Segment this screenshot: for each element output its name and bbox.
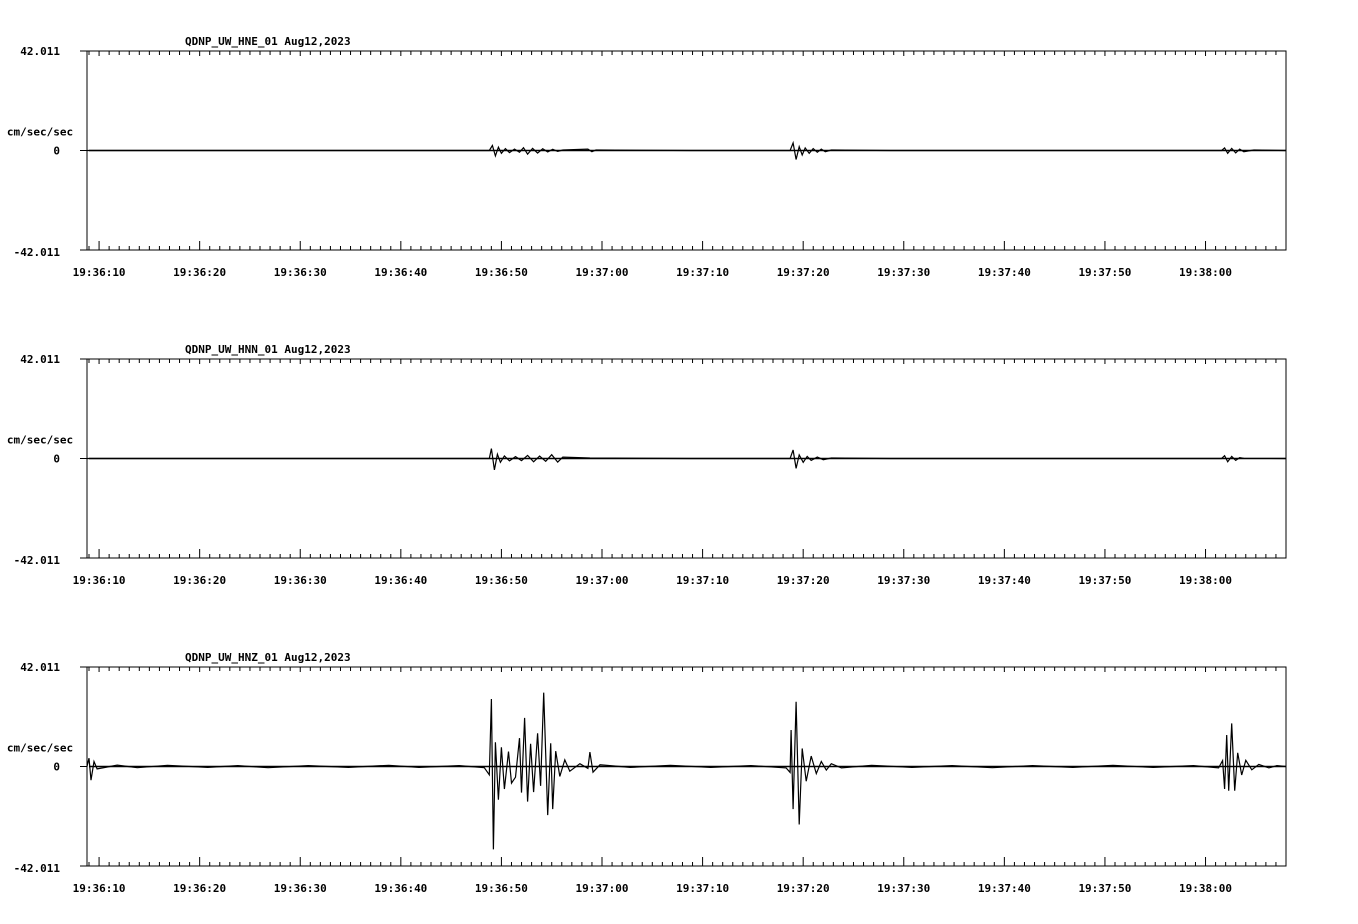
x-tick-label: 19:37:30: [877, 574, 931, 587]
x-tick-label: 19:38:00: [1179, 266, 1233, 279]
x-tick-label: 19:36:20: [173, 574, 227, 587]
x-tick-label: 19:36:50: [474, 574, 528, 587]
x-tick-label: 19:37:30: [877, 882, 931, 895]
y-axis-label: cm/sec/sec: [6, 125, 74, 139]
chart-title: QDNP_UW_HNN_01 Aug12,2023: [185, 343, 351, 356]
x-tick-label: 19:37:10: [676, 266, 730, 279]
y-tick-label: -42.011: [13, 246, 60, 259]
x-tick-label: 19:36:20: [173, 266, 227, 279]
x-tick-label: 19:37:20: [776, 266, 830, 279]
x-tick-label: 19:36:50: [474, 266, 528, 279]
x-tick-label: 19:38:00: [1179, 574, 1233, 587]
x-tick-label: 19:37:30: [877, 266, 931, 279]
x-tick-label: 19:37:50: [1078, 266, 1132, 279]
x-tick-label: 19:36:30: [273, 574, 327, 587]
y-tick-label: -42.011: [13, 862, 60, 875]
chart-title: QDNP_UW_HNZ_01 Aug12,2023: [185, 651, 351, 664]
x-tick-label: 19:36:40: [374, 574, 428, 587]
y-tick-label: 42.011: [20, 45, 60, 58]
y-tick-label: 0: [53, 144, 60, 158]
x-tick-label: 19:37:00: [575, 266, 629, 279]
x-tick-label: 19:37:20: [776, 882, 830, 895]
x-tick-label: 19:36:40: [374, 266, 428, 279]
x-tick-label: 19:37:40: [977, 882, 1031, 895]
y-axis-label: cm/sec/sec: [6, 741, 74, 755]
y-tick-label: 42.011: [20, 661, 60, 674]
x-tick-label: 19:38:00: [1179, 882, 1233, 895]
y-tick-label: -42.011: [13, 554, 60, 567]
x-tick-label: 19:36:20: [173, 882, 227, 895]
x-tick-label: 19:36:10: [72, 266, 126, 279]
y-tick-label: 42.011: [20, 353, 60, 366]
y-tick-label: 0: [53, 760, 60, 774]
x-tick-label: 19:37:20: [776, 574, 830, 587]
x-tick-label: 19:37:10: [676, 574, 730, 587]
x-tick-label: 19:37:40: [977, 574, 1031, 587]
x-tick-label: 19:36:10: [72, 882, 126, 895]
panel-2: [7, 343, 1286, 587]
panel-3: [7, 651, 1286, 895]
panel-1: [7, 35, 1286, 279]
x-tick-label: 19:37:10: [676, 882, 730, 895]
x-tick-label: 19:37:50: [1078, 574, 1132, 587]
x-tick-label: 19:36:10: [72, 574, 126, 587]
waveform-trace: [87, 693, 1286, 850]
x-tick-label: 19:36:40: [374, 882, 428, 895]
x-tick-label: 19:37:40: [977, 266, 1031, 279]
x-tick-label: 19:36:50: [474, 882, 528, 895]
x-tick-label: 19:37:00: [575, 882, 629, 895]
chart-title: QDNP_UW_HNE_01 Aug12,2023: [185, 35, 351, 48]
x-tick-label: 19:36:30: [273, 882, 327, 895]
y-tick-label: 0: [53, 452, 60, 466]
x-tick-label: 19:36:30: [273, 266, 327, 279]
x-tick-label: 19:37:00: [575, 574, 629, 587]
x-tick-label: 19:37:50: [1078, 882, 1132, 895]
y-axis-label: cm/sec/sec: [6, 433, 74, 447]
